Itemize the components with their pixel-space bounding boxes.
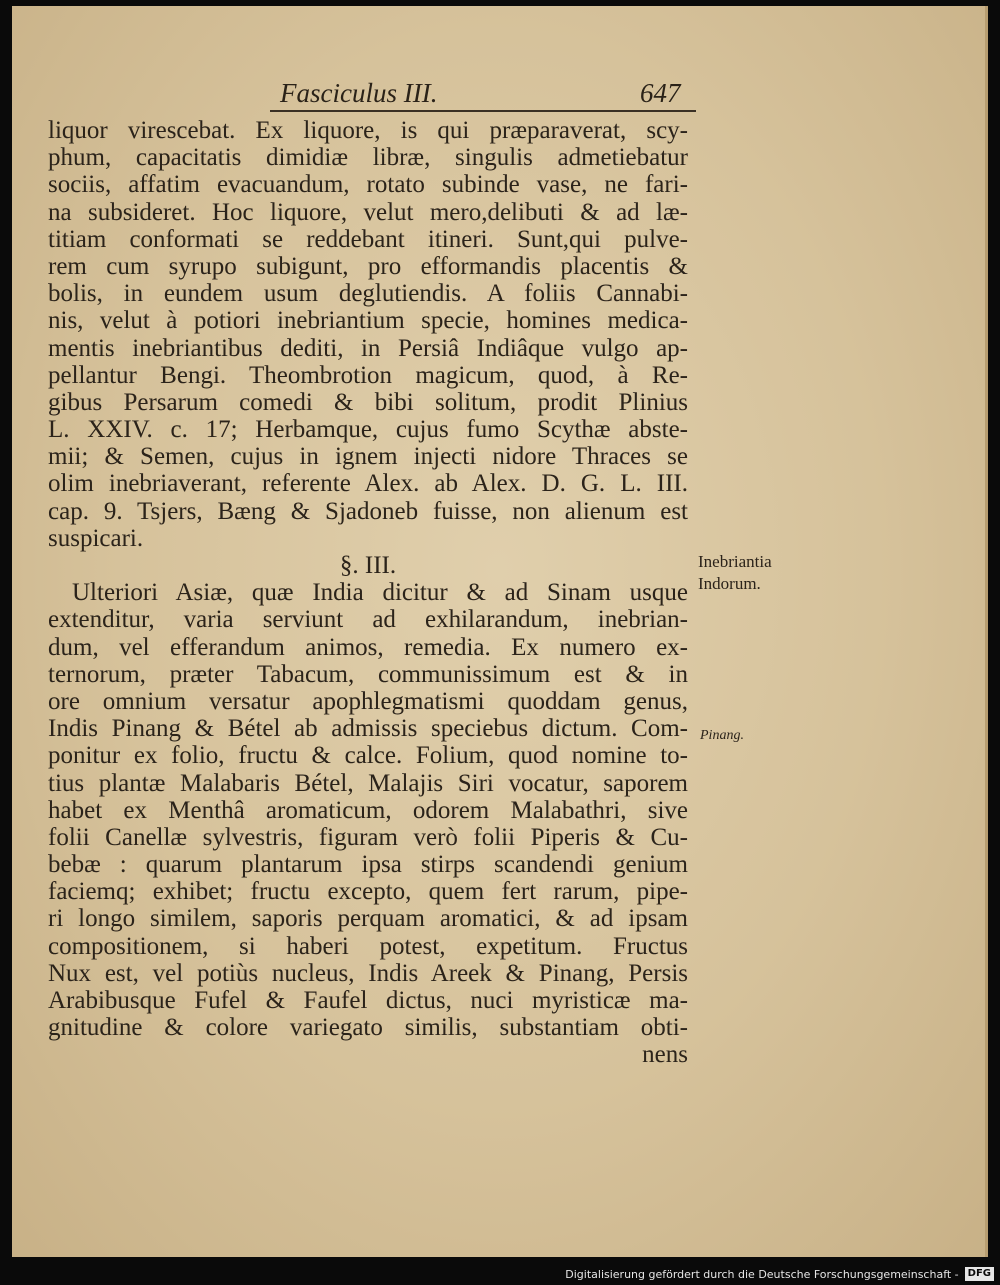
catchword: nens [642,1041,688,1069]
text-line: rem cum syrupo subigunt, pro efformandis placentis & [48,252,688,280]
text-line: tius plantæ Malabaris Bétel, Malajis Siri vocatur, saporem [48,769,688,797]
footer-text: Digitalisierung gefördert durch die Deutsche Forschungsgemeinschaft - [565,1267,959,1281]
text-line: suspicari. [48,524,144,552]
text-line: phum, capacitatis dimidiæ libræ, singulis admetiebatur [48,144,688,172]
text-line: Arabibusque Fufel & Faufel dictus, nuci myristicæ ma- [48,987,688,1014]
text-line: Nux est, vel potiùs nucleus, Indis Areek & Pinang, Persis [48,959,688,987]
text-line: faciemq; exhibet; fructu excepto, quem fert rarum, pipe- [48,878,688,906]
margin-note-line: Inebriantia [698,552,772,571]
text-line: na subsideret. Hoc liquore, velut mero,delibuti & ad læ- [48,198,688,226]
text-line: nis, velut à potiori inebriantium specie, homines medica- [48,307,688,335]
text-line: folii Canellæ sylvestris, figuram verò folii Piperis & Cu- [48,823,688,851]
text-line: pellantur Bengi. Theombrotion magicum, quod, à Re- [48,361,688,389]
digitization-footer [565,1267,994,1281]
text-line: ore omnium versatur apophlegmatismi quoddam genus, [48,687,688,715]
text-line: bebæ : quarum plantarum ipsa stirps scandendi genium [48,851,688,879]
text-line: ri longo similem, saporis perquam aromatici, & ad ipsam [48,905,688,933]
text-line: olim inebriaverant, referente Alex. ab Alex. D. G. L. III. [48,470,688,498]
text-line: Ulteriori Asiæ, quæ India dicitur & ad Sinam usque [72,579,688,607]
margin-note-line: Indorum. [698,574,761,593]
text-line: ponitur ex folio, fructu & calce. Folium, quod nomine to- [48,742,688,770]
margin-note-inebriantia [698,551,772,595]
header-rule [270,110,696,112]
section-heading: §. III. [339,552,397,579]
text-line: Indis Pinang & Bétel ab admissis speciebus dictum. Com- [48,715,688,743]
main-text [48,117,688,1069]
text-line: sociis, affatim evacuandum, rotato subinde vase, ne fari- [48,171,688,199]
text-line: ternorum, præter Tabacum, communissimum est & in [48,660,688,688]
text-line: mentis inebriantibus dediti, in Persiâ Indiâque vulgo ap- [48,334,688,362]
book-page [12,6,988,1257]
margin-note-pinang: Pinang. [700,728,744,743]
text-line: liquor virescebat. Ex liquore, is qui præparaverat, scy- [48,117,688,144]
text-line: dum, vel efferandum animos, remedia. Ex numero ex- [48,633,688,661]
dfg-logo: DFG [965,1267,994,1281]
running-title: Fasciculus III. [280,78,438,108]
text-line: mii; & Semen, cujus in ignem injecti nidore Thraces se [48,443,688,471]
page-number: 647 [640,78,681,108]
text-line: extenditur, varia serviunt ad exhilarandum, inebrian- [48,606,688,634]
text-line: titiam conformati se reddebant itineri. Sunt,qui pulve- [48,225,688,253]
text-line: bolis, in eundem usum deglutiendis. A foliis Cannabi- [48,280,688,308]
text-line: gnitudine & colore variegato similis, substantiam obti- [48,1014,688,1042]
text-line: habet ex Menthâ aromaticum, odorem Malabathri, sive [48,796,688,824]
text-line: compositionem, si haberi potest, expetitum. Fructus [48,932,688,960]
text-line: L. XXIV. c. 17; Herbamque, cujus fumo Scythæ abste- [48,416,688,444]
text-line: gibus Persarum comedi & bibi solitum, prodit Plinius [48,388,688,416]
text-line: cap. 9. Tsjers, Bæng & Sjadoneb fuisse, non alienum est [48,497,688,525]
